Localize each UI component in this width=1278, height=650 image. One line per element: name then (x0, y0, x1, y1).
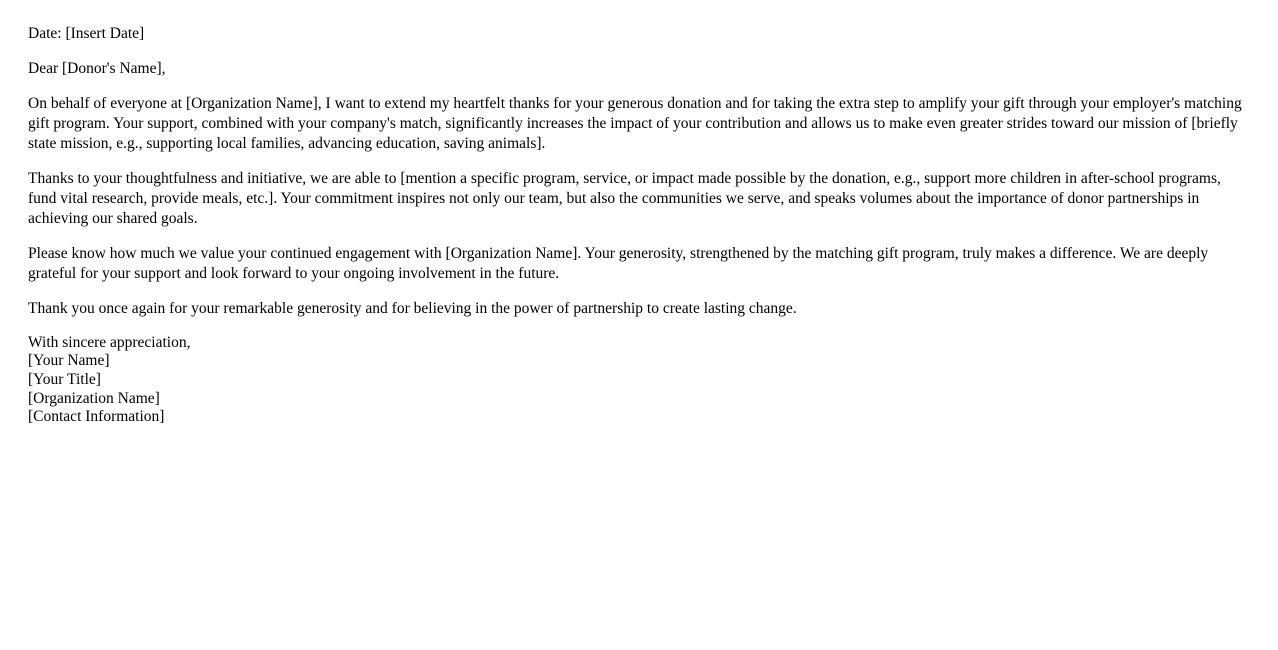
salutation: Dear [Donor's Name], (28, 59, 166, 77)
closing-line: With sincere appreciation, (28, 333, 191, 351)
signer-contact: [Contact Information] (28, 408, 165, 426)
signature-block (28, 334, 1250, 427)
paragraph-4: Thank you once again for your remarkable generosity and for believing in the power of partnership to create lasting change. (28, 299, 797, 317)
signer-title: [Your Title] (28, 371, 101, 389)
paragraph-1: On behalf of everyone at [Organization Name], I want to extend my heartfelt thanks for your generous donation and for taking the extra step to amplify your gift through your employer's matching gift program. Your support, combined with your company's match, significantly increases the impact of your contribution and allows us to make even greater strides toward our mission of [briefly state mission, e.g., supporting local families, advancing education, saving animals]. (28, 94, 1242, 152)
letter-body (28, 24, 1250, 427)
paragraph-2: Thanks to your thoughtfulness and initiative, we are able to [mention a specific program, service, or impact made possible by the donation, e.g., support more children in after-school programs, fund vital research, provide meals, etc.]. Your commitment inspires not only our team, but also the communities we serve, and speaks volumes about the importance of donor partnerships in achieving our shared goals. (28, 169, 1221, 227)
date-line: Date: [Insert Date] (28, 25, 145, 42)
paragraph-3: Please know how much we value your continued engagement with [Organization Name]. Your generosity, strengthened by the matching gift program, truly makes a difference. We are deeply grateful for your support and look forward to your ongoing involvement in the future. (28, 244, 1209, 282)
signer-organization: [Organization Name] (28, 389, 160, 407)
signer-name: [Your Name] (28, 352, 110, 370)
